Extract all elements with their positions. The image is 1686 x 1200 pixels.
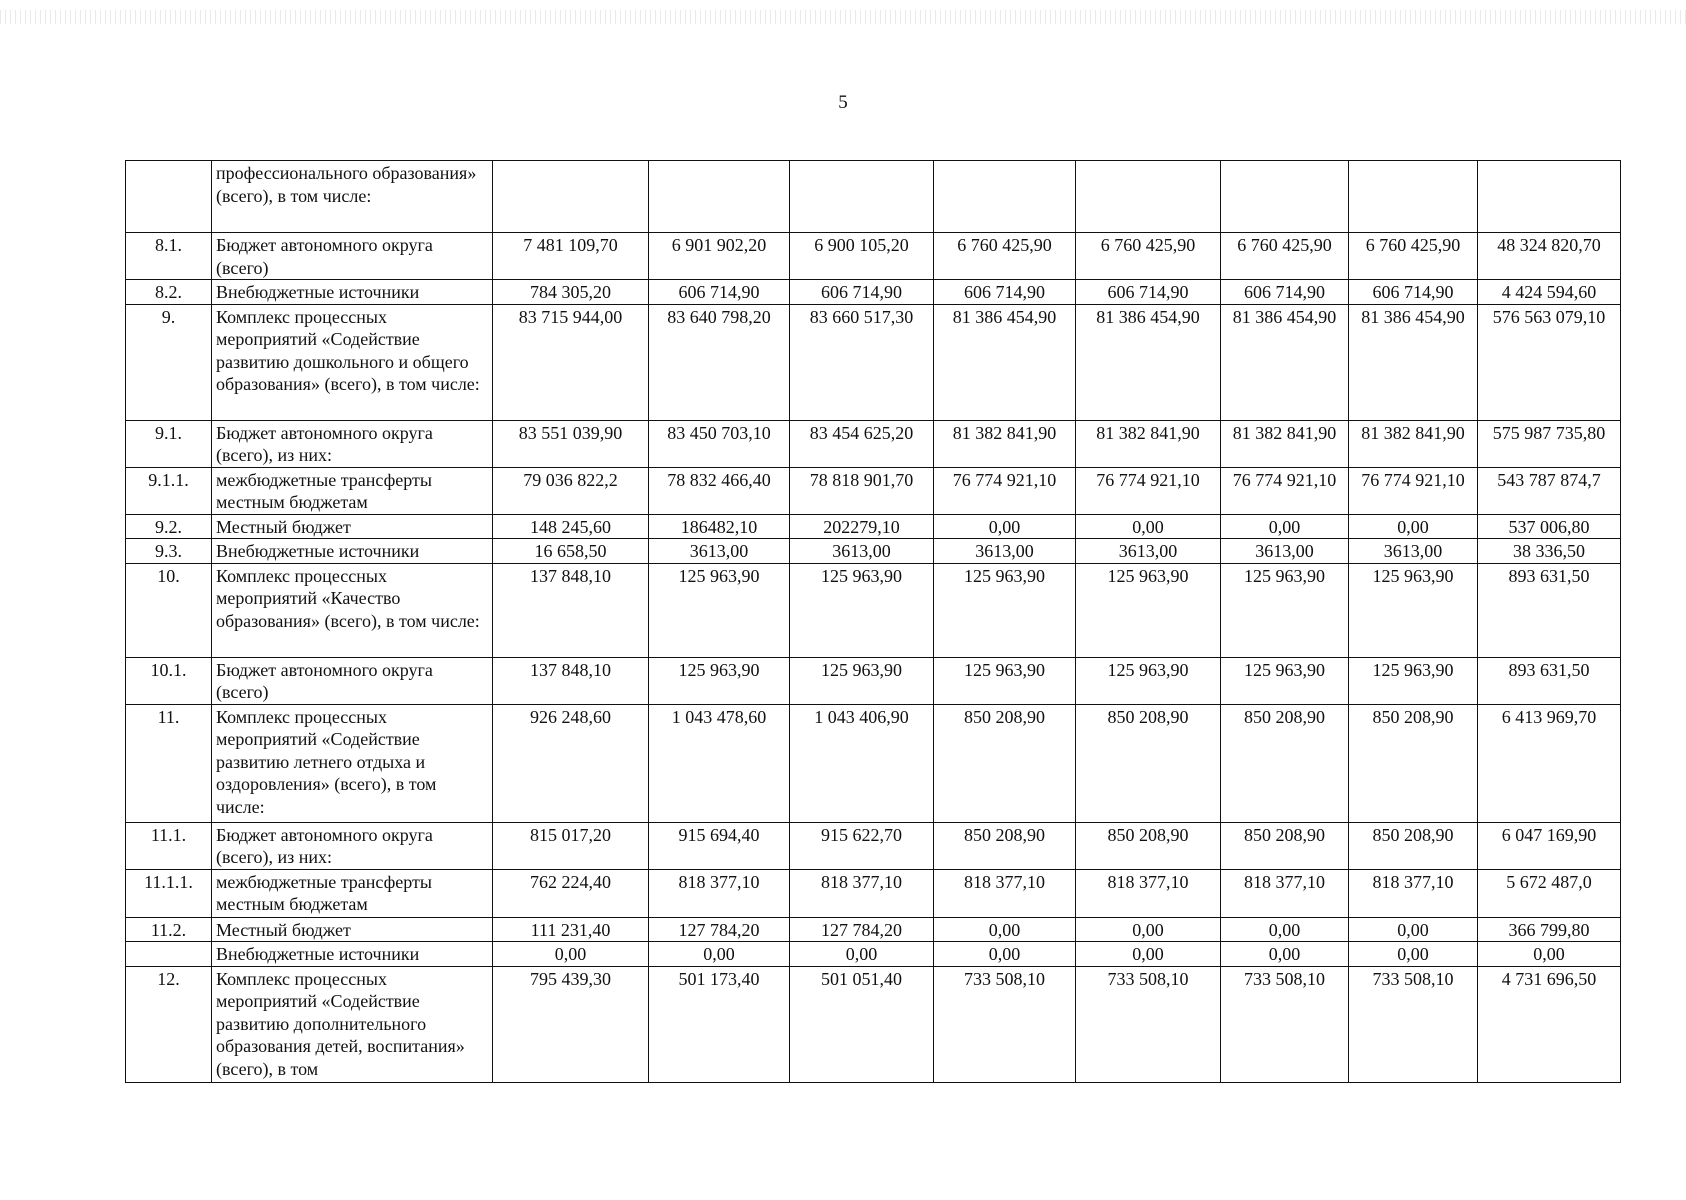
total-value-cell: 5 672 487,0	[1478, 869, 1621, 917]
year-value-cell: 76 774 921,10	[1349, 467, 1478, 514]
row-number-cell: 11.	[126, 704, 212, 822]
year-value-cell: 0,00	[1076, 942, 1221, 967]
year-value-cell: 127 784,20	[649, 917, 790, 942]
year-value-cell: 818 377,10	[1076, 869, 1221, 917]
year-value-cell: 125 963,90	[1349, 657, 1478, 704]
year-value-cell: 762 224,40	[493, 869, 649, 917]
year-value-cell: 606 714,90	[1221, 280, 1349, 305]
year-value-cell: 606 714,90	[649, 280, 790, 305]
year-value-cell: 125 963,90	[1076, 657, 1221, 704]
year-value-cell: 81 386 454,90	[1076, 304, 1221, 420]
row-name-cell: Внебюджетные источники	[212, 280, 493, 305]
year-value-cell: 606 714,90	[934, 280, 1076, 305]
year-value-cell: 733 508,10	[934, 966, 1076, 1082]
year-value-cell: 125 963,90	[790, 563, 934, 657]
year-value-cell: 148 245,60	[493, 514, 649, 539]
year-value-cell: 78 832 466,40	[649, 467, 790, 514]
year-value-cell: 81 382 841,90	[1349, 420, 1478, 467]
table-row	[126, 704, 1621, 822]
year-value-cell: 81 382 841,90	[1076, 420, 1221, 467]
year-value-cell: 818 377,10	[934, 869, 1076, 917]
year-value-cell: 818 377,10	[649, 869, 790, 917]
year-value-cell: 83 454 625,20	[790, 420, 934, 467]
table-row	[126, 161, 1621, 233]
year-value-cell	[790, 161, 934, 233]
year-value-cell: 6 900 105,20	[790, 233, 934, 280]
total-value-cell: 537 006,80	[1478, 514, 1621, 539]
year-value-cell: 0,00	[1076, 514, 1221, 539]
row-number-cell	[126, 161, 212, 233]
year-value-cell: 127 784,20	[790, 917, 934, 942]
year-value-cell: 795 439,30	[493, 966, 649, 1082]
year-value-cell: 78 818 901,70	[790, 467, 934, 514]
row-name-cell: Комплекс процессных мероприятий «Содействие развитию дошкольного и общего образования» (всего), в том числе:	[212, 304, 493, 420]
year-value-cell: 125 963,90	[649, 657, 790, 704]
year-value-cell: 76 774 921,10	[1221, 467, 1349, 514]
total-value-cell: 576 563 079,10	[1478, 304, 1621, 420]
year-value-cell: 3613,00	[1349, 539, 1478, 564]
year-value-cell: 818 377,10	[790, 869, 934, 917]
year-value-cell: 606 714,90	[1349, 280, 1478, 305]
year-value-cell: 815 017,20	[493, 822, 649, 869]
year-value-cell	[1076, 161, 1221, 233]
year-value-cell: 7 481 109,70	[493, 233, 649, 280]
year-value-cell: 0,00	[1076, 917, 1221, 942]
year-value-cell: 186482,10	[649, 514, 790, 539]
year-value-cell: 111 231,40	[493, 917, 649, 942]
year-value-cell: 850 208,90	[1349, 704, 1478, 822]
table-row	[126, 917, 1621, 942]
year-value-cell: 1 043 478,60	[649, 704, 790, 822]
year-value-cell: 784 305,20	[493, 280, 649, 305]
year-value-cell: 3613,00	[649, 539, 790, 564]
row-number-cell: 8.1.	[126, 233, 212, 280]
row-number-cell: 9.1.1.	[126, 467, 212, 514]
year-value-cell: 81 382 841,90	[934, 420, 1076, 467]
year-value-cell: 0,00	[934, 942, 1076, 967]
table-row	[126, 822, 1621, 869]
year-value-cell: 733 508,10	[1076, 966, 1221, 1082]
row-number-cell: 9.3.	[126, 539, 212, 564]
year-value-cell: 850 208,90	[1076, 704, 1221, 822]
year-value-cell: 6 760 425,90	[1076, 233, 1221, 280]
row-name-cell: Местный бюджет	[212, 514, 493, 539]
year-value-cell: 915 622,70	[790, 822, 934, 869]
total-value-cell: 893 631,50	[1478, 657, 1621, 704]
year-value-cell	[493, 161, 649, 233]
row-name-cell: межбюджетные трансферты местным бюджетам	[212, 467, 493, 514]
year-value-cell: 0,00	[1349, 917, 1478, 942]
row-name-cell: Комплекс процессных мероприятий «Содействие развитию летнего отдыха и оздоровления» (всего), в том числе:	[212, 704, 493, 822]
total-value-cell	[1478, 161, 1621, 233]
year-value-cell: 76 774 921,10	[1076, 467, 1221, 514]
year-value-cell: 0,00	[934, 514, 1076, 539]
budget-table	[125, 160, 1621, 1083]
year-value-cell: 83 640 798,20	[649, 304, 790, 420]
year-value-cell: 0,00	[649, 942, 790, 967]
budget-table-body	[126, 161, 1621, 1083]
row-name-cell: Внебюджетные источники	[212, 539, 493, 564]
total-value-cell: 6 413 969,70	[1478, 704, 1621, 822]
total-value-cell: 4 731 696,50	[1478, 966, 1621, 1082]
row-number-cell: 9.2.	[126, 514, 212, 539]
total-value-cell: 38 336,50	[1478, 539, 1621, 564]
table-row	[126, 869, 1621, 917]
year-value-cell: 6 901 902,20	[649, 233, 790, 280]
row-name-cell: Комплекс процессных мероприятий «Содействие развитию дополнительного образования детей, воспитания» (всего), в том	[212, 966, 493, 1082]
row-number-cell: 10.1.	[126, 657, 212, 704]
year-value-cell: 0,00	[790, 942, 934, 967]
year-value-cell	[649, 161, 790, 233]
year-value-cell: 81 386 454,90	[1349, 304, 1478, 420]
year-value-cell: 6 760 425,90	[1349, 233, 1478, 280]
table-row	[126, 514, 1621, 539]
row-name-cell: Бюджет автономного округа (всего), из них:	[212, 420, 493, 467]
table-row	[126, 657, 1621, 704]
year-value-cell: 81 386 454,90	[1221, 304, 1349, 420]
year-value-cell: 137 848,10	[493, 563, 649, 657]
row-number-cell: 8.2.	[126, 280, 212, 305]
year-value-cell: 850 208,90	[934, 704, 1076, 822]
year-value-cell: 137 848,10	[493, 657, 649, 704]
year-value-cell: 6 760 425,90	[934, 233, 1076, 280]
table-row	[126, 467, 1621, 514]
year-value-cell: 3613,00	[1076, 539, 1221, 564]
total-value-cell: 366 799,80	[1478, 917, 1621, 942]
table-row	[126, 420, 1621, 467]
year-value-cell: 3613,00	[934, 539, 1076, 564]
year-value-cell: 850 208,90	[1221, 704, 1349, 822]
scan-edge-noise	[0, 10, 1686, 24]
year-value-cell	[1221, 161, 1349, 233]
year-value-cell: 501 051,40	[790, 966, 934, 1082]
year-value-cell: 83 715 944,00	[493, 304, 649, 420]
row-name-cell: Бюджет автономного округа (всего)	[212, 233, 493, 280]
year-value-cell: 202279,10	[790, 514, 934, 539]
year-value-cell: 83 450 703,10	[649, 420, 790, 467]
row-number-cell: 11.2.	[126, 917, 212, 942]
table-row	[126, 563, 1621, 657]
year-value-cell: 850 208,90	[1349, 822, 1478, 869]
row-number-cell: 12.	[126, 966, 212, 1082]
total-value-cell: 543 787 874,7	[1478, 467, 1621, 514]
page-number: 5	[838, 92, 848, 113]
year-value-cell: 0,00	[1221, 942, 1349, 967]
table-row	[126, 539, 1621, 564]
year-value-cell: 125 963,90	[1221, 657, 1349, 704]
year-value-cell: 125 963,90	[649, 563, 790, 657]
table-row	[126, 966, 1621, 1082]
year-value-cell	[934, 161, 1076, 233]
year-value-cell: 0,00	[1349, 514, 1478, 539]
row-name-cell: Бюджет автономного округа (всего), из них:	[212, 822, 493, 869]
year-value-cell: 83 660 517,30	[790, 304, 934, 420]
year-value-cell: 81 386 454,90	[934, 304, 1076, 420]
year-value-cell: 16 658,50	[493, 539, 649, 564]
year-value-cell: 0,00	[1221, 917, 1349, 942]
year-value-cell: 76 774 921,10	[934, 467, 1076, 514]
year-value-cell: 0,00	[493, 942, 649, 967]
year-value-cell: 125 963,90	[934, 563, 1076, 657]
year-value-cell: 606 714,90	[1076, 280, 1221, 305]
year-value-cell: 0,00	[934, 917, 1076, 942]
row-name-cell: Внебюджетные источники	[212, 942, 493, 967]
total-value-cell: 48 324 820,70	[1478, 233, 1621, 280]
row-number-cell: 10.	[126, 563, 212, 657]
year-value-cell: 81 382 841,90	[1221, 420, 1349, 467]
total-value-cell: 575 987 735,80	[1478, 420, 1621, 467]
row-name-cell: профессионального образования» (всего), в том числе:	[212, 161, 493, 233]
year-value-cell: 0,00	[1349, 942, 1478, 967]
year-value-cell: 733 508,10	[1221, 966, 1349, 1082]
year-value-cell: 926 248,60	[493, 704, 649, 822]
row-number-cell: 9.1.	[126, 420, 212, 467]
year-value-cell: 850 208,90	[1221, 822, 1349, 869]
table-row	[126, 280, 1621, 305]
year-value-cell: 125 963,90	[934, 657, 1076, 704]
year-value-cell: 125 963,90	[790, 657, 934, 704]
year-value-cell	[1349, 161, 1478, 233]
year-value-cell: 125 963,90	[1076, 563, 1221, 657]
year-value-cell: 83 551 039,90	[493, 420, 649, 467]
row-name-cell: межбюджетные трансферты местным бюджетам	[212, 869, 493, 917]
year-value-cell: 733 508,10	[1349, 966, 1478, 1082]
year-value-cell: 3613,00	[790, 539, 934, 564]
year-value-cell: 818 377,10	[1221, 869, 1349, 917]
row-number-cell: 9.	[126, 304, 212, 420]
year-value-cell: 850 208,90	[1076, 822, 1221, 869]
year-value-cell: 125 963,90	[1349, 563, 1478, 657]
total-value-cell: 4 424 594,60	[1478, 280, 1621, 305]
table-row	[126, 304, 1621, 420]
row-number-cell: 11.1.	[126, 822, 212, 869]
total-value-cell: 0,00	[1478, 942, 1621, 967]
row-number-cell	[126, 942, 212, 967]
year-value-cell: 818 377,10	[1349, 869, 1478, 917]
year-value-cell: 125 963,90	[1221, 563, 1349, 657]
row-number-cell: 11.1.1.	[126, 869, 212, 917]
year-value-cell: 850 208,90	[934, 822, 1076, 869]
total-value-cell: 6 047 169,90	[1478, 822, 1621, 869]
year-value-cell: 3613,00	[1221, 539, 1349, 564]
year-value-cell: 606 714,90	[790, 280, 934, 305]
total-value-cell: 893 631,50	[1478, 563, 1621, 657]
year-value-cell: 915 694,40	[649, 822, 790, 869]
year-value-cell: 79 036 822,2	[493, 467, 649, 514]
year-value-cell: 501 173,40	[649, 966, 790, 1082]
table-row	[126, 942, 1621, 967]
year-value-cell: 0,00	[1221, 514, 1349, 539]
year-value-cell: 1 043 406,90	[790, 704, 934, 822]
year-value-cell: 6 760 425,90	[1221, 233, 1349, 280]
row-name-cell: Местный бюджет	[212, 917, 493, 942]
row-name-cell: Бюджет автономного округа (всего)	[212, 657, 493, 704]
row-name-cell: Комплекс процессных мероприятий «Качество образования» (всего), в том числе:	[212, 563, 493, 657]
table-row	[126, 233, 1621, 280]
